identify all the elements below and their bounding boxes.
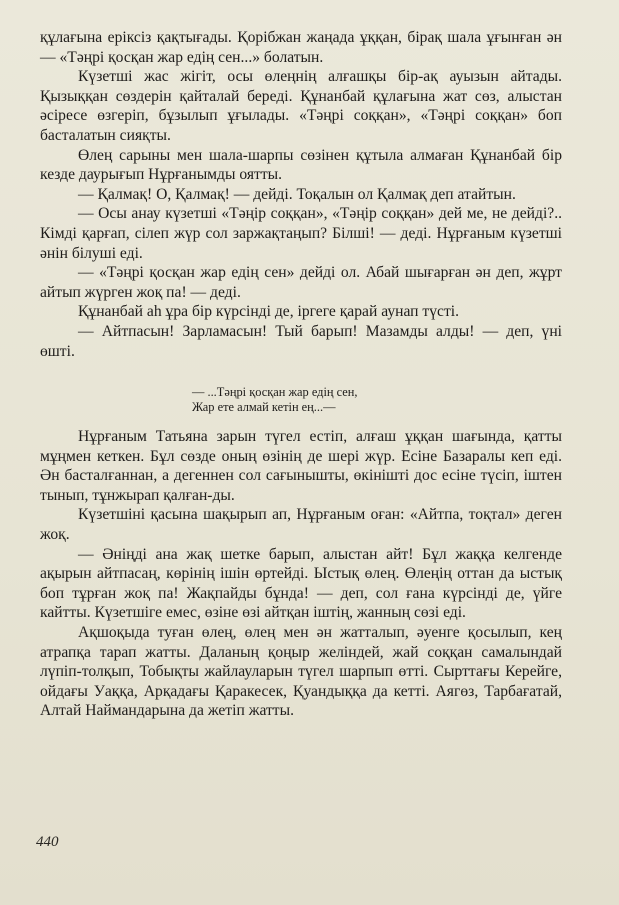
paragraph: Құнанбай аһ ұра бір күрсінді де, іргеге қарай аунап түсті.: [78, 303, 460, 321]
verse-line: — ...Тәңрі қосқан жар едің сен,: [192, 385, 358, 400]
paragraph: Күзетшіні қасына шақырып ап, Нұрғаным оған: «Айтпа, тоқтал» деген жоқ.: [40, 506, 562, 544]
verse-line: Жар ете алмай кетін ең...—: [192, 400, 336, 415]
page-number: 440: [36, 834, 59, 850]
paragraph: құлағына еріксіз қақтығады. Қорібжан жаңада ұққан, бірақ шала ұғынған ән — «Тәңрі қосқан жар едің сен...» болатын.: [40, 29, 562, 66]
paragraph: Нұрғаным Татьяна зарын түгел естіп, алғаш ұққан шағында, қатты мұңмен кеткен. Бұл сөзде оның өзінің де шері жүр. Есіне Базаралы кеп еді. Ән басталғаннан, а дегеннен сол сағынышты, өкінішті дос есіне түсіп, іштен тынып, тұнжырап қалған-ды.: [40, 428, 562, 504]
paragraph: Өлең сарыны мен шала-шарпы сөзінен құтыла алмаған Құнанбай бір кезде даурығып Нұрғанымды оятты.: [40, 146, 562, 184]
paragraph: Ақшоқыда туған өлең, өлең мен ән жатталып, әуенге қосылып, кең атрапқа тарап жатты. Даланың қоңыр желіндей, жай соққан самалындай лүпіп-толқып, Тобықты жайлауларын түгел шарпып өтті. Сырттағы Керейге, ойдағы Уаққа, Арқадағы Қаракесек, Қуандыққа да кетті. Аягөз, Тарбағатай, Алтай Наймандарына да жетіп жатты.: [40, 624, 562, 720]
paragraph: — Айтпасын! Зарламасын! Тый барып! Мазамды алды! — деп, үні өшті.: [40, 322, 562, 360]
paragraph: Күзетші жас жігіт, осы өлеңнің алғашқы бір-ақ ауызын айтады. Қызыққан сөздерін қайталай береді. Құнанбай құлағына жат сөз, алыстан әсіресе өзгеріп, бұзылып ұғылады. «Тәңрі соққан», «Тәңрі соққан» боп басталатын сияқты.: [40, 68, 562, 144]
paragraph: — Осы анау күзетші «Тәңір соққан», «Тәңір соққан» дей ме, не дейді?.. Кімді қарғап, сілеп жүр сол заржақтаңып? Білші! — деді. Нұрғаным күзетші әнін білуші еді.: [40, 205, 562, 262]
verse-quote: [40, 385, 562, 415]
paragraph: — Қалмақ! О, Қалмақ! — дейді. Тоқалын ол Қалмақ деп атайтын.: [78, 185, 516, 203]
page-text: [40, 28, 562, 721]
paragraph: — Әніңді ана жақ шетке барып, алыстан айт! Бұл жаққа келгенде ақырын айтпасаң, көрінің ішін өртейді. Ыстық өлең. Өлеңің оттан да ыстық боп тұрған жоқ па! Жақпайды бұнда! — деп, сол ғана күрсінді де, үйге кайтты. Күзетшіге емес, өзіне өзі айтқан іштің, жанның сөзі еді.: [40, 545, 562, 622]
paragraph: — «Тәңрі қосқан жар едің сен» дейді ол. Абай шығарған ән деп, жұрт айтып жүрген жоқ па! — деді.: [40, 264, 562, 301]
